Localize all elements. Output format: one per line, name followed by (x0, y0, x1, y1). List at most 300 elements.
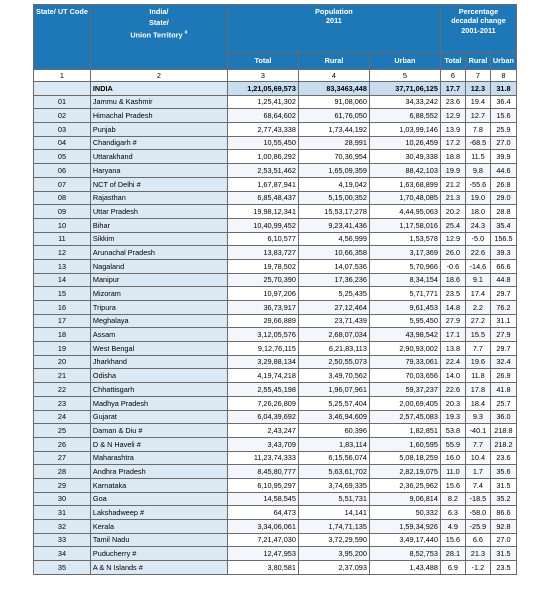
population-total: 2,77,43,338 (227, 123, 298, 137)
state-name: Lakshadweep # (90, 506, 227, 520)
population-urban: 37,71,06,125 (369, 82, 440, 96)
state-code: 29 (34, 478, 91, 492)
pct-change-total: 17.7 (440, 82, 465, 96)
population-rural: 14,07,536 (298, 259, 369, 273)
table-row (34, 424, 517, 438)
population-urban: 59,37,237 (369, 383, 440, 397)
table-row (34, 205, 517, 219)
header-pop-rural: Rural (298, 53, 369, 70)
population-urban: 50,332 (369, 506, 440, 520)
population-total: 3,34,06,061 (227, 520, 298, 534)
state-name: Kerala (90, 520, 227, 534)
state-name: D & N Haveli # (90, 437, 227, 451)
state-name: Mizoram (90, 287, 227, 301)
pct-change-rural: 19.6 (465, 355, 490, 369)
population-urban: 9,61,453 (369, 301, 440, 315)
state-code: 19 (34, 342, 91, 356)
state-name: Uttar Pradesh (90, 205, 227, 219)
population-rural: 27,12,464 (298, 301, 369, 315)
population-rural: 6,15,56,074 (298, 451, 369, 465)
population-urban: 43,98,542 (369, 328, 440, 342)
pct-change-total: 8.2 (440, 492, 465, 506)
pct-change-rural: 18.0 (465, 205, 490, 219)
pct-change-urban: 31.1 (490, 314, 516, 328)
header-pct-total: Total (440, 53, 465, 70)
population-urban: 2,82,19,075 (369, 465, 440, 479)
population-total: 7,26,26,809 (227, 396, 298, 410)
pct-change-urban: 86.6 (490, 506, 516, 520)
state-code: 28 (34, 465, 91, 479)
population-urban: 5,95,450 (369, 314, 440, 328)
table-row (34, 191, 517, 205)
table-row (34, 164, 517, 178)
population-urban: 79,33,061 (369, 355, 440, 369)
pct-change-urban: 35.6 (490, 465, 516, 479)
population-urban: 4,44,95,063 (369, 205, 440, 219)
population-rural: 5,63,61,702 (298, 465, 369, 479)
population-urban: 1,70,48,085 (369, 191, 440, 205)
state-name: Manipur (90, 273, 227, 287)
pct-change-rural: -1.2 (465, 561, 490, 575)
population-rural: 28,991 (298, 136, 369, 150)
population-urban: 8,34,154 (369, 273, 440, 287)
header-pct-urban: Urban (490, 53, 516, 70)
population-total: 10,40,99,452 (227, 218, 298, 232)
population-rural: 3,46,94,609 (298, 410, 369, 424)
population-total: 2,55,45,198 (227, 383, 298, 397)
table-row (34, 383, 517, 397)
pct-change-urban: 29.0 (490, 191, 516, 205)
population-rural: 1,96,07,961 (298, 383, 369, 397)
population-rural: 5,25,435 (298, 287, 369, 301)
pct-change-total: 11.0 (440, 465, 465, 479)
state-code: 22 (34, 383, 91, 397)
table-row (34, 342, 517, 356)
state-code: 23 (34, 396, 91, 410)
pct-change-urban: 31.5 (490, 547, 516, 561)
pct-change-urban: 27.9 (490, 328, 516, 342)
state-code: 06 (34, 164, 91, 178)
pct-change-urban: 156.5 (490, 232, 516, 246)
state-code: 16 (34, 301, 91, 315)
population-rural: 70,36,954 (298, 150, 369, 164)
table-row (34, 95, 517, 109)
table-row (34, 273, 517, 287)
population-urban: 1,82,851 (369, 424, 440, 438)
population-rural: 1,73,44,192 (298, 123, 369, 137)
state-code: 15 (34, 287, 91, 301)
pct-change-total: 53.8 (440, 424, 465, 438)
pct-change-total: 23.5 (440, 287, 465, 301)
population-total: 7,21,47,030 (227, 533, 298, 547)
state-name: Jharkhand (90, 355, 227, 369)
pct-change-total: 18.6 (440, 273, 465, 287)
pct-change-rural: 9.8 (465, 164, 490, 178)
population-total: 68,64,602 (227, 109, 298, 123)
state-name: Himachal Pradesh (90, 109, 227, 123)
table-row (34, 328, 517, 342)
header-population: Population 2011 (227, 5, 440, 53)
population-rural: 10,66,358 (298, 246, 369, 260)
state-code: 12 (34, 246, 91, 260)
pct-change-rural: 22.6 (465, 246, 490, 260)
pct-change-urban: 25.7 (490, 396, 516, 410)
pct-change-rural: 9.3 (465, 410, 490, 424)
pct-change-rural: -5.0 (465, 232, 490, 246)
table-row (34, 533, 517, 547)
population-rural: 83,3463,448 (298, 82, 369, 96)
pct-change-urban: 29.7 (490, 287, 516, 301)
table-row (34, 287, 517, 301)
population-rural: 5,25,57,404 (298, 396, 369, 410)
pct-change-urban: 66.6 (490, 259, 516, 273)
pct-change-urban: 23.6 (490, 451, 516, 465)
table-row (34, 246, 517, 260)
population-rural: 6,21,83,113 (298, 342, 369, 356)
population-rural: 4,19,042 (298, 177, 369, 191)
state-name: Tripura (90, 301, 227, 315)
pct-change-total: 22.6 (440, 383, 465, 397)
population-total: 6,85,48,437 (227, 191, 298, 205)
population-total: 6,10,577 (227, 232, 298, 246)
pct-change-rural: 17.8 (465, 383, 490, 397)
pct-change-total: 22.4 (440, 355, 465, 369)
population-total: 2,43,247 (227, 424, 298, 438)
state-name: Jammu & Kashmir (90, 95, 227, 109)
population-total: 3,43,709 (227, 437, 298, 451)
state-code: 27 (34, 451, 91, 465)
state-code: 30 (34, 492, 91, 506)
pct-change-urban: 31.5 (490, 478, 516, 492)
state-name: Meghalaya (90, 314, 227, 328)
population-urban: 30,49,338 (369, 150, 440, 164)
pct-change-urban: 26.9 (490, 369, 516, 383)
state-code: 10 (34, 218, 91, 232)
pct-change-rural: 2.2 (465, 301, 490, 315)
population-rural: 9,23,41,436 (298, 218, 369, 232)
population-total: 10,55,450 (227, 136, 298, 150)
population-rural: 15,53,17,278 (298, 205, 369, 219)
state-name: INDIA (90, 82, 227, 96)
pct-change-total: 16.0 (440, 451, 465, 465)
pct-change-rural: 17.4 (465, 287, 490, 301)
population-rural: 17,36,236 (298, 273, 369, 287)
pct-change-total: 14.8 (440, 301, 465, 315)
pct-change-rural: -18.5 (465, 492, 490, 506)
pct-change-rural: 24.3 (465, 218, 490, 232)
pct-change-rural: 15.5 (465, 328, 490, 342)
table-row (34, 396, 517, 410)
state-code: 17 (34, 314, 91, 328)
pct-change-urban: 35.2 (490, 492, 516, 506)
pct-change-total: 20.2 (440, 205, 465, 219)
state-name: Arunachal Pradesh (90, 246, 227, 260)
state-code: 04 (34, 136, 91, 150)
state-code: 14 (34, 273, 91, 287)
table-row (34, 136, 517, 150)
table-row (34, 465, 517, 479)
pct-change-total: 17.2 (440, 136, 465, 150)
pct-change-rural: 1.7 (465, 465, 490, 479)
pct-change-rural: -25.9 (465, 520, 490, 534)
population-rural: 5,15,00,352 (298, 191, 369, 205)
census-population-table (33, 4, 517, 575)
pct-change-total: 12.9 (440, 109, 465, 123)
pct-change-total: 21.3 (440, 191, 465, 205)
pct-change-rural: -40.1 (465, 424, 490, 438)
state-name: NCT of Delhi # (90, 177, 227, 191)
pct-change-rural: 9.1 (465, 273, 490, 287)
population-rural: 1,65,09,359 (298, 164, 369, 178)
population-total: 3,29,88,134 (227, 355, 298, 369)
population-total: 6,10,95,297 (227, 478, 298, 492)
population-rural: 2,68,07,034 (298, 328, 369, 342)
population-rural: 3,72,29,590 (298, 533, 369, 547)
state-name: Gujarat (90, 410, 227, 424)
population-total: 36,73,917 (227, 301, 298, 315)
population-rural: 14,141 (298, 506, 369, 520)
table-row (34, 314, 517, 328)
pct-change-rural: 7.8 (465, 123, 490, 137)
table-row (34, 218, 517, 232)
header-pct-rural: Rural (465, 53, 490, 70)
population-total: 6,04,39,692 (227, 410, 298, 424)
pct-change-rural: 11.8 (465, 369, 490, 383)
population-urban: 2,90,93,002 (369, 342, 440, 356)
table-row (34, 506, 517, 520)
population-total: 11,23,74,333 (227, 451, 298, 465)
column-number: 5 (369, 70, 440, 82)
population-total: 9,12,76,115 (227, 342, 298, 356)
population-rural: 60,396 (298, 424, 369, 438)
column-number: 2 (90, 70, 227, 82)
population-rural: 3,95,200 (298, 547, 369, 561)
pct-change-urban: 44.8 (490, 273, 516, 287)
pct-change-total: 55.9 (440, 437, 465, 451)
pct-change-urban: 39.3 (490, 246, 516, 260)
table-row (34, 150, 517, 164)
population-total: 13,83,727 (227, 246, 298, 260)
pct-change-urban: 36.0 (490, 410, 516, 424)
pct-change-total: 15.6 (440, 533, 465, 547)
state-code: 08 (34, 191, 91, 205)
column-number: 7 (465, 70, 490, 82)
population-urban: 3,17,369 (369, 246, 440, 260)
state-code (34, 82, 91, 96)
pct-change-rural: -58.0 (465, 506, 490, 520)
table-row (34, 301, 517, 315)
pct-change-rural: -14.6 (465, 259, 490, 273)
table-row (34, 437, 517, 451)
state-name: Goa (90, 492, 227, 506)
population-rural: 2,50,55,073 (298, 355, 369, 369)
population-urban: 2,00,69,405 (369, 396, 440, 410)
pct-change-urban: 92.8 (490, 520, 516, 534)
population-rural: 4,56,999 (298, 232, 369, 246)
pct-change-urban: 27.0 (490, 533, 516, 547)
population-rural: 3,74,69,335 (298, 478, 369, 492)
state-name: Punjab (90, 123, 227, 137)
population-urban: 3,49,17,440 (369, 533, 440, 547)
population-total: 3,80,581 (227, 561, 298, 575)
table-row (34, 232, 517, 246)
pct-change-rural: 10.4 (465, 451, 490, 465)
pct-change-total: 23.6 (440, 95, 465, 109)
header-state-name: India/ State/ Union Territory # (90, 5, 227, 70)
header-pop-urban: Urban (369, 53, 440, 70)
state-code: 05 (34, 150, 91, 164)
pct-change-total: 20.3 (440, 396, 465, 410)
table-body (34, 70, 517, 575)
population-urban: 1,63,68,899 (369, 177, 440, 191)
column-number: 3 (227, 70, 298, 82)
state-name: Maharashtra (90, 451, 227, 465)
pct-change-urban: 25.9 (490, 123, 516, 137)
state-name: Andhra Pradesh (90, 465, 227, 479)
pct-change-urban: 36.4 (490, 95, 516, 109)
state-name: Tamil Nadu (90, 533, 227, 547)
population-total: 1,25,41,302 (227, 95, 298, 109)
state-code: 33 (34, 533, 91, 547)
pct-change-urban: 35.4 (490, 218, 516, 232)
state-name: Assam (90, 328, 227, 342)
state-name: Daman & Diu # (90, 424, 227, 438)
population-urban: 9,06,814 (369, 492, 440, 506)
population-urban: 5,70,966 (369, 259, 440, 273)
pct-change-total: 21.2 (440, 177, 465, 191)
population-urban: 6,88,552 (369, 109, 440, 123)
pct-change-rural: 11.5 (465, 150, 490, 164)
state-name: Puducherry # (90, 547, 227, 561)
population-urban: 10,26,459 (369, 136, 440, 150)
population-total: 1,21,05,69,573 (227, 82, 298, 96)
population-urban: 1,60,595 (369, 437, 440, 451)
pct-change-urban: 27.0 (490, 136, 516, 150)
pct-change-urban: 29.7 (490, 342, 516, 356)
table-row (34, 123, 517, 137)
population-total: 25,70,390 (227, 273, 298, 287)
state-name: Karnataka (90, 478, 227, 492)
state-name: Rajasthan (90, 191, 227, 205)
population-total: 8,45,80,777 (227, 465, 298, 479)
pct-change-urban: 31.8 (490, 82, 516, 96)
pct-change-total: 19.9 (440, 164, 465, 178)
header-state-code: State/ UT Code (34, 5, 91, 70)
table-row (34, 369, 517, 383)
state-code: 01 (34, 95, 91, 109)
state-name: West Bengal (90, 342, 227, 356)
state-code: 25 (34, 424, 91, 438)
state-code: 11 (34, 232, 91, 246)
state-code: 21 (34, 369, 91, 383)
table-row (34, 109, 517, 123)
state-name: Odisha (90, 369, 227, 383)
pct-change-total: 4.9 (440, 520, 465, 534)
population-rural: 2,37,093 (298, 561, 369, 575)
column-number-row (34, 70, 517, 82)
pct-change-total: 12.9 (440, 232, 465, 246)
population-urban: 5,08,18,259 (369, 451, 440, 465)
pct-change-total: 13.8 (440, 342, 465, 356)
pct-change-total: -0.6 (440, 259, 465, 273)
table-row (34, 259, 517, 273)
pct-change-total: 25.4 (440, 218, 465, 232)
header-pop-total: Total (227, 53, 298, 70)
table-row (34, 82, 517, 96)
state-code: 13 (34, 259, 91, 273)
pct-change-rural: -55.6 (465, 177, 490, 191)
table-row (34, 492, 517, 506)
population-urban: 1,03,99,146 (369, 123, 440, 137)
pct-change-total: 26.0 (440, 246, 465, 260)
state-name: Uttarakhand (90, 150, 227, 164)
state-code: 24 (34, 410, 91, 424)
population-urban: 1,43,488 (369, 561, 440, 575)
population-rural: 1,74,71,135 (298, 520, 369, 534)
pct-change-rural: 19.4 (465, 95, 490, 109)
population-urban: 34,33,242 (369, 95, 440, 109)
state-code: 34 (34, 547, 91, 561)
pct-change-urban: 26.8 (490, 177, 516, 191)
population-urban: 1,17,58,016 (369, 218, 440, 232)
population-rural: 23,71,439 (298, 314, 369, 328)
population-total: 1,67,87,941 (227, 177, 298, 191)
pct-change-urban: 41.8 (490, 383, 516, 397)
population-urban: 70,03,656 (369, 369, 440, 383)
pct-change-rural: 27.2 (465, 314, 490, 328)
pct-change-rural: -68.5 (465, 136, 490, 150)
pct-change-rural: 6.6 (465, 533, 490, 547)
population-rural: 5,51,731 (298, 492, 369, 506)
table-row (34, 561, 517, 575)
population-total: 19,78,502 (227, 259, 298, 273)
state-name: Nagaland (90, 259, 227, 273)
pct-change-rural: 7.4 (465, 478, 490, 492)
state-code: 09 (34, 205, 91, 219)
header-percentage-change: Percentage decadal change 2001-2011 (440, 5, 516, 53)
state-code: 02 (34, 109, 91, 123)
pct-change-total: 13.9 (440, 123, 465, 137)
pct-change-urban: 15.6 (490, 109, 516, 123)
state-code: 03 (34, 123, 91, 137)
column-number: 4 (298, 70, 369, 82)
population-urban: 5,71,771 (369, 287, 440, 301)
population-rural: 3,49,70,562 (298, 369, 369, 383)
column-number: 8 (490, 70, 516, 82)
pct-change-total: 6.9 (440, 561, 465, 575)
pct-change-rural: 19.0 (465, 191, 490, 205)
population-urban: 2,57,45,083 (369, 410, 440, 424)
population-urban: 1,53,578 (369, 232, 440, 246)
state-code: 20 (34, 355, 91, 369)
state-code: 26 (34, 437, 91, 451)
pct-change-total: 19.3 (440, 410, 465, 424)
pct-change-total: 15.6 (440, 478, 465, 492)
table-row (34, 547, 517, 561)
state-code: 35 (34, 561, 91, 575)
pct-change-urban: 218.2 (490, 437, 516, 451)
population-urban: 2,36,25,962 (369, 478, 440, 492)
column-number: 6 (440, 70, 465, 82)
population-total: 64,473 (227, 506, 298, 520)
population-total: 12,47,953 (227, 547, 298, 561)
pct-change-total: 17.1 (440, 328, 465, 342)
pct-change-urban: 39.9 (490, 150, 516, 164)
table-row (34, 177, 517, 191)
state-code: 07 (34, 177, 91, 191)
population-total: 3,12,05,576 (227, 328, 298, 342)
population-rural: 1,83,114 (298, 437, 369, 451)
